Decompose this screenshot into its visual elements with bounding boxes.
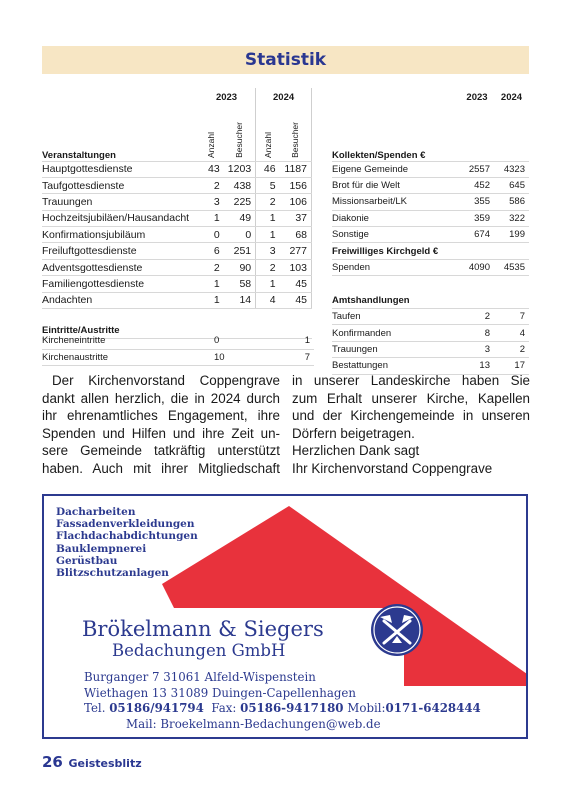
note-line: dankt allen herzlich, die in 2024 durch: [42, 390, 280, 406]
table-row: [332, 210, 529, 226]
event-label: Trauungen: [42, 194, 198, 210]
table-row: [42, 210, 312, 226]
event-value: 106: [280, 194, 312, 210]
entry-2023: 10: [214, 349, 264, 365]
entry-2023: 0: [214, 333, 264, 349]
table-row: [42, 194, 312, 210]
event-value: 45: [280, 292, 312, 308]
entry-label: Kirchenaustritte: [42, 349, 214, 365]
event-value: 68: [280, 227, 312, 243]
col-anzahl-2024: Anzahl: [262, 131, 273, 158]
event-value: 103: [280, 259, 312, 275]
table-row: [332, 325, 529, 341]
table-row: [42, 161, 312, 177]
event-value: 1: [256, 227, 280, 243]
events-table: [42, 88, 312, 339]
acts-2023: 2: [460, 309, 494, 325]
entry-label: Kircheneintritte: [42, 333, 214, 349]
year-2023-right: 2023: [466, 92, 488, 103]
collections-2024: 199: [494, 227, 529, 243]
event-label: Andachten: [42, 292, 198, 308]
event-label: Konfirmationsjubiläum: [42, 227, 198, 243]
collections-2023: 674: [460, 227, 494, 243]
event-value: 156: [280, 177, 312, 193]
note-line: Ihr Kirchenvorstand Coppengrave: [292, 460, 493, 476]
acts-heading: Amtshandlungen: [332, 292, 529, 308]
table-row: [332, 194, 529, 210]
note-line: Der Kirchenvorstand Coppengrave: [52, 373, 280, 388]
service-item: Flachdachabdichtungen: [56, 530, 198, 543]
collections-2023: 359: [460, 210, 494, 226]
note-line: ihr ehrenamtliches Engagement, ihre: [42, 408, 280, 424]
event-value: 1: [256, 210, 280, 226]
events-subheader-row: [42, 107, 312, 161]
event-value: 225: [224, 194, 256, 210]
kirchgeld-label: Spenden: [332, 259, 460, 275]
acts-label: Trauungen: [332, 341, 460, 357]
event-value: 2: [198, 177, 224, 193]
event-value: 1: [198, 210, 224, 226]
phone-line: Tel. 05186/941794 Fax: 05186-9417180 Mobil:0171-6428444: [84, 701, 481, 715]
address-line2: Wiethagen 13 31089 Duingen-Capellenhagen: [84, 685, 356, 700]
collections-2023: 2557: [460, 161, 494, 177]
entries-table: [42, 333, 314, 366]
kirchgeld-heading: Freiwilliges Kirchgeld €: [332, 243, 529, 259]
event-value: 49: [224, 210, 256, 226]
col-anzahl-2023: Anzahl: [205, 131, 216, 158]
collections-table: [332, 88, 529, 375]
statistik-title-bar: [42, 46, 529, 74]
events-year-row: [42, 88, 312, 107]
year-2023: 2023: [198, 88, 256, 107]
table-row: [332, 259, 529, 275]
collections-2023: 355: [460, 194, 494, 210]
mobile-number: 0171-6428444: [385, 701, 481, 715]
acts-label: Bestattungen: [332, 358, 460, 374]
acts-2023: 8: [460, 325, 494, 341]
event-value: 90: [224, 259, 256, 275]
table-row: [42, 227, 312, 243]
event-value: 43: [198, 161, 224, 177]
events-heading: Veranstaltungen: [42, 107, 198, 161]
acts-2024: 4: [494, 325, 529, 341]
email-line: Mail: Broekelmann-Bedachungen@web.de: [126, 716, 381, 731]
service-item: Blitzschutzanlagen: [56, 567, 169, 580]
event-label: Taufgottesdienste: [42, 177, 198, 193]
table-row: [42, 349, 314, 365]
collections-label: Brot für die Welt: [332, 177, 460, 193]
note-line: Dörfern beigetragen.: [292, 425, 415, 441]
event-value: 277: [280, 243, 312, 259]
service-item: Dacharbeiten: [56, 506, 136, 518]
page-title: Statistik: [244, 50, 327, 70]
roofing-advertisement: [42, 494, 528, 739]
note-line: Herzlichen Dank sagt: [292, 443, 420, 459]
event-value: 1: [198, 276, 224, 292]
event-value: 4: [256, 292, 280, 308]
company-name-line2: Bedachungen GmbH: [112, 641, 286, 660]
event-value: 2: [256, 259, 280, 275]
event-value: 58: [224, 276, 256, 292]
year-2024-right: 2024: [500, 92, 523, 103]
event-value: 1: [256, 276, 280, 292]
fax-number: 05186-9417180: [240, 701, 344, 715]
note-line: und der Kirchengemeinde in unseren: [292, 408, 530, 424]
event-value: 2: [198, 259, 224, 275]
magazine-name: Geistesblitz: [68, 757, 142, 770]
acts-label: Konfirmanden: [332, 325, 460, 341]
event-value: 1187: [280, 161, 312, 177]
acts-2024: 17: [494, 358, 529, 374]
event-label: Freiluftgottesdienste: [42, 243, 198, 259]
event-value: 14: [224, 292, 256, 308]
table-row: [332, 341, 529, 357]
service-item: Gerüstbau: [56, 554, 118, 567]
event-value: 0: [224, 227, 256, 243]
page-footer: [42, 752, 142, 771]
collections-label: Sonstige: [332, 227, 460, 243]
collections-2024: 586: [494, 194, 529, 210]
roofer-guild-logo-icon: [370, 603, 424, 657]
collections-label: Missionsarbeit/LK: [332, 194, 460, 210]
event-value: 1203: [224, 161, 256, 177]
service-item: Bauklempnerei: [56, 542, 147, 555]
note-line: haben. Auch mit ihrer Mitgliedschaft: [42, 460, 280, 476]
event-value: 3: [198, 194, 224, 210]
table-row: [42, 333, 314, 349]
event-value: 6: [198, 243, 224, 259]
table-row: [42, 243, 312, 259]
company-name: [82, 617, 324, 660]
note-line: zum Erhalt unserer Kirche, Kapellen: [292, 390, 530, 406]
kirchgeld-2024: 4535: [494, 259, 529, 275]
table-row: [332, 227, 529, 243]
collections-label: Diakonie: [332, 210, 460, 226]
company-name-line1: Brökelmann & Siegers: [82, 617, 324, 641]
acts-2023: 13: [460, 358, 494, 374]
acts-label: Taufen: [332, 309, 460, 325]
table-row: [332, 309, 529, 325]
thanks-note-left: [42, 372, 280, 478]
event-value: 0: [198, 227, 224, 243]
address-line1: Burganger 7 31061 Alfeld-Wispenstein: [84, 670, 316, 684]
collections-2024: 645: [494, 177, 529, 193]
event-label: Hochzeitsjubiläen/Hausandacht: [42, 210, 198, 226]
col-besucher-2024: Besucher: [290, 121, 301, 158]
table-row: [332, 161, 529, 177]
acts-2023: 3: [460, 341, 494, 357]
kirchgeld-2023: 4090: [460, 259, 494, 275]
table-row: [332, 177, 529, 193]
services-list: [56, 506, 198, 579]
collections-year-row: [332, 88, 529, 107]
event-value: 5: [256, 177, 280, 193]
entry-2024: 7: [264, 349, 314, 365]
company-address: [84, 670, 481, 732]
event-value: 46: [256, 161, 280, 177]
phone-number: 05186/941794: [109, 701, 204, 715]
acts-2024: 2: [494, 341, 529, 357]
note-line: in unserer Landeskirche haben Sie: [292, 373, 530, 388]
collections-2024: 4323: [494, 161, 529, 177]
event-value: 251: [224, 243, 256, 259]
collections-heading: Kollekten/Spenden €: [332, 107, 460, 161]
collections-2023: 452: [460, 177, 494, 193]
page-number: 26: [42, 753, 63, 771]
event-label: Familiengottesdienste: [42, 276, 198, 292]
year-2024: 2024: [256, 88, 312, 107]
event-label: Adventsgottesdienste: [42, 259, 198, 275]
event-label: Hauptgottesdienste: [42, 161, 198, 177]
service-item: Fassadenverkleidungen: [56, 518, 195, 531]
note-line: Spenden und Hilfen und ihre Zeit un-: [42, 425, 280, 441]
entries-heading: Eintritte/Austritte: [42, 323, 312, 339]
event-value: 1: [198, 292, 224, 308]
collections-label: Eigene Gemeinde: [332, 161, 460, 177]
table-row: [42, 259, 312, 275]
event-value: 438: [224, 177, 256, 193]
table-row: [42, 177, 312, 193]
col-besucher-2023: Besucher: [234, 121, 245, 158]
event-value: 2: [256, 194, 280, 210]
event-value: 3: [256, 243, 280, 259]
acts-2024: 7: [494, 309, 529, 325]
collections-2024: 322: [494, 210, 529, 226]
entry-2024: 1: [264, 333, 314, 349]
event-value: 37: [280, 210, 312, 226]
thanks-note-right: [292, 372, 530, 478]
note-line: sere Gemeinde tatkräftig unterstützt: [42, 443, 280, 459]
table-row: [42, 292, 312, 308]
table-row: [42, 276, 312, 292]
event-value: 45: [280, 276, 312, 292]
